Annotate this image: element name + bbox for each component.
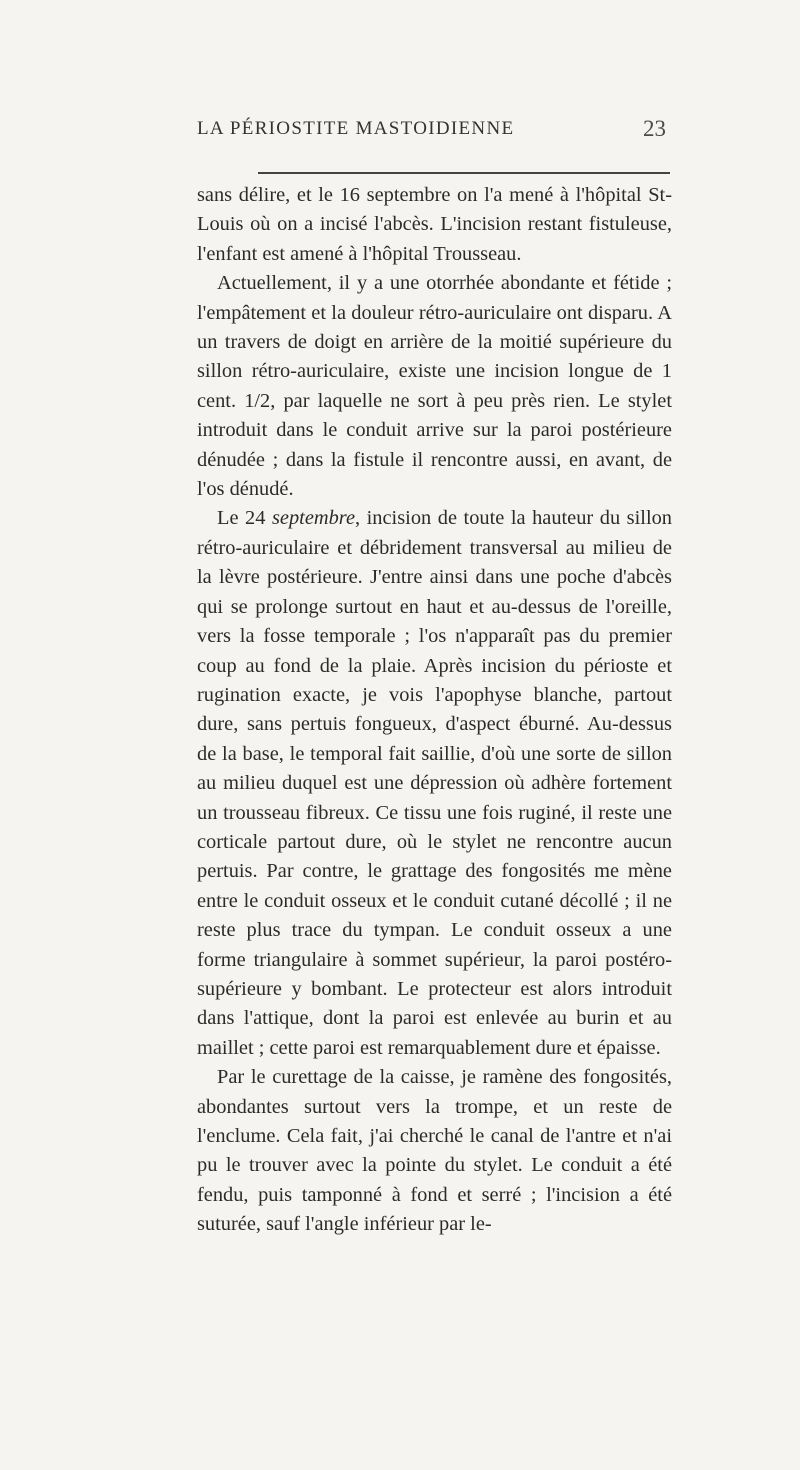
paragraph-4 <box>197 1063 672 1239</box>
body-text <box>197 181 672 1240</box>
paragraph-3-lead: Le 24 <box>217 507 272 530</box>
header-rule <box>258 172 670 174</box>
paragraph-1 <box>197 181 672 269</box>
running-head <box>0 118 800 148</box>
paragraph-3-date-emphasis: septembre <box>271 507 356 530</box>
paragraph-2-text: Actuellement, il y a une otorrhée abondante et fétide ; l'empâtement et la douleur rétro-auriculaire ont disparu. A un travers de doigt en arrière de la moitié supérieure du sillon rétro-auriculaire, existe une incision longue de 1 cent. 1/2, par laquelle ne sort à peu près rien. Le stylet introduit dans le conduit arrive sur la paroi postérieure dénudée ; dans la fistule il rencontre aussi, en avant, de l'os dénudé. <box>197 272 672 501</box>
page-number: 23 <box>643 116 666 141</box>
paragraph-1-text: sans délire, et le 16 septembre on l'a mené à l'hôpital St-Louis où on a incisé l'abcès. L'incision restant fistuleuse, l'enfant est amené à l'hôpital Trousseau. <box>197 184 672 265</box>
running-title: LA PÉRIOSTITE MASTOIDIENNE <box>197 118 515 139</box>
paragraph-2 <box>197 269 672 504</box>
paragraph-3-text: , incision de toute la hauteur du sillon rétro-auriculaire et débridement transversal au milieu de la lèvre postérieure. J'entre ainsi dans une poche d'abcès qui se prolonge surtout en haut et au-dessus de l'oreille, vers la fosse temporale ; l'os n'apparaît pas du premier coup au fond de la plaie. Après incision du périoste et rugination exacte, je vois l'apophyse blanche, partout dure, sans pertuis fongueux, d'aspect éburné. Au-dessus de la base, le temporal fait saillie, d'où une sorte de sillon au milieu duquel est une dépression où adhère fortement un trousseau fibreux. Ce tissu une fois ruginé, il reste une corticale partout dure, où le stylet ne rencontre aucun pertuis. Par contre, le grattage des fongosités me mène entre le conduit osseux et le conduit cutané décollé ; il ne reste plus trace du tympan. Le conduit osseux a une forme triangulaire à sommet supérieur, la paroi postéro-supérieure y bombant. Le protecteur est alors introduit dans l'attique, dont la paroi est enlevée au burin et au maillet ; cette paroi est remarquablement dure et épaisse. <box>197 507 673 1059</box>
paragraph-3 <box>197 504 672 1063</box>
paragraph-4-text: Par le curettage de la caisse, je ramène des fongosités, abondantes surtout vers la trompe, et un reste de l'enclume. Cela fait, j'ai cherché le canal de l'antre et n'ai pu le trouver avec la pointe du stylet. Le conduit a été fendu, puis tamponné à fond et serré ; l'incision a été suturée, sauf l'angle inférieur par le- <box>197 1066 672 1236</box>
